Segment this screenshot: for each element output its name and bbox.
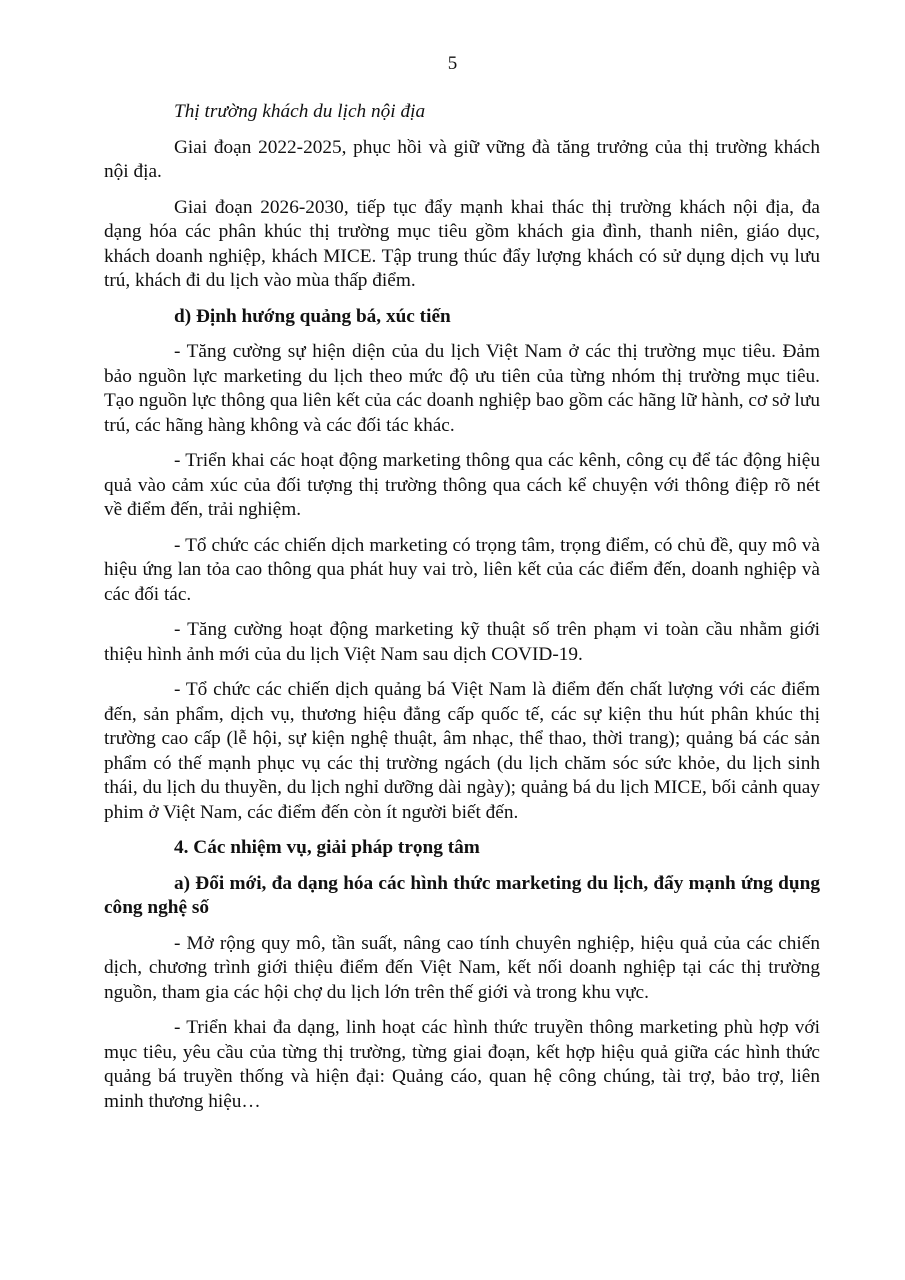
document-body bbox=[104, 100, 820, 1125]
heading-innovate-marketing: a) Đổi mới, đa dạng hóa các hình thức marketing du lịch, đẩy mạnh ứng dụng công nghệ số bbox=[104, 872, 820, 918]
heading-key-tasks: 4. Các nhiệm vụ, giải pháp trọng tâm bbox=[174, 837, 480, 858]
paragraph-bullet-quality-destination: - Tổ chức các chiến dịch quảng bá Việt Nam là điểm đến chất lượng với các điểm đến, sản phẩm, dịch vụ, thương hiệu đẳng cấp quốc tế, các sự kiện thu hút phân khúc thị trường cao cấp (lễ hội, sự kiện nghệ thuật, âm nhạc, thể thao, thời trang); quảng bá các sản phẩm có thế mạnh phục vụ các thị trường ngách (du lịch chăm sóc sức khỏe, du lịch sinh thái, du lịch du thuyền, du lịch nghỉ dưỡng dài ngày); quảng bá du lịch MICE, bối cảnh quay phim ở Việt Nam, các điểm đến còn ít người biết đến. bbox=[104, 679, 820, 823]
paragraph-bullet-campaigns: - Tổ chức các chiến dịch marketing có trọng tâm, trọng điểm, có chủ đề, quy mô và hiệu ứng lan tỏa cao thông qua phát huy vai trò, liên kết của các điểm đến, doanh nghiệp và các đối tác. bbox=[104, 534, 820, 605]
section-subtitle-domestic-market: Thị trường khách du lịch nội địa bbox=[174, 101, 426, 122]
paragraph-bullet-expand-scale: - Mở rộng quy mô, tần suất, nâng cao tính chuyên nghiệp, hiệu quả của các chiến dịch, chương trình giới thiệu điểm đến Việt Nam, kết nối doanh nghiệp tại các thị trường nguồn, tham gia các hội chợ du lịch lớn trên thế giới và trong khu vực. bbox=[104, 932, 820, 1003]
paragraph-bullet-channels: - Triển khai các hoạt động marketing thông qua các kênh, công cụ để tác động hiệu quả vào cảm xúc của đối tượng thị trường thông qua cách kể chuyện với thông điệp rõ nét về điểm đến, trải nghiệm. bbox=[104, 450, 820, 520]
paragraph-bullet-presence: - Tăng cường sự hiện diện của du lịch Việt Nam ở các thị trường mục tiêu. Đảm bảo nguồn lực marketing du lịch theo mức độ ưu tiên của từng nhóm thị trường mục tiêu. Tạo nguồn lực thông qua liên kết của các doanh nghiệp bao gồm các hãng lữ hành, cơ sở lưu trú, các hãng hàng không và các đối tác khác. bbox=[104, 341, 820, 436]
paragraph-bullet-diverse-communication: - Triển khai đa dạng, linh hoạt các hình thức truyền thông marketing phù hợp với mục tiêu, yêu cầu của từng thị trường, từng giai đoạn, kết hợp hiệu quả giữa các hình thức quảng bá truyền thống và hiện đại: Quảng cáo, quan hệ công chúng, tài trợ, bảo trợ, liên minh thương hiệu… bbox=[104, 1017, 820, 1112]
heading-promotion-orientation: d) Định hướng quảng bá, xúc tiến bbox=[174, 305, 451, 327]
paragraph-bullet-digital-marketing: - Tăng cường hoạt động marketing kỹ thuật số trên phạm vi toàn cầu nhằm giới thiệu hình ảnh mới của du lịch Việt Nam sau dịch COVID-19. bbox=[104, 619, 820, 665]
page-number: 5 bbox=[447, 53, 458, 74]
paragraph-phase-2022-2025: Giai đoạn 2022-2025, phục hồi và giữ vững đà tăng trưởng của thị trường khách nội địa. bbox=[104, 136, 820, 182]
paragraph-phase-2026-2030: Giai đoạn 2026-2030, tiếp tục đẩy mạnh khai thác thị trường khách nội địa, đa dạng hóa các phân khúc thị trường mục tiêu gồm khách gia đình, thanh niên, giáo dục, khách doanh nghiệp, khách MICE. Tập trung thúc đẩy lượng khách có sử dụng dịch vụ lưu trú, khách đi du lịch vào mùa thấp điểm. bbox=[104, 196, 820, 291]
